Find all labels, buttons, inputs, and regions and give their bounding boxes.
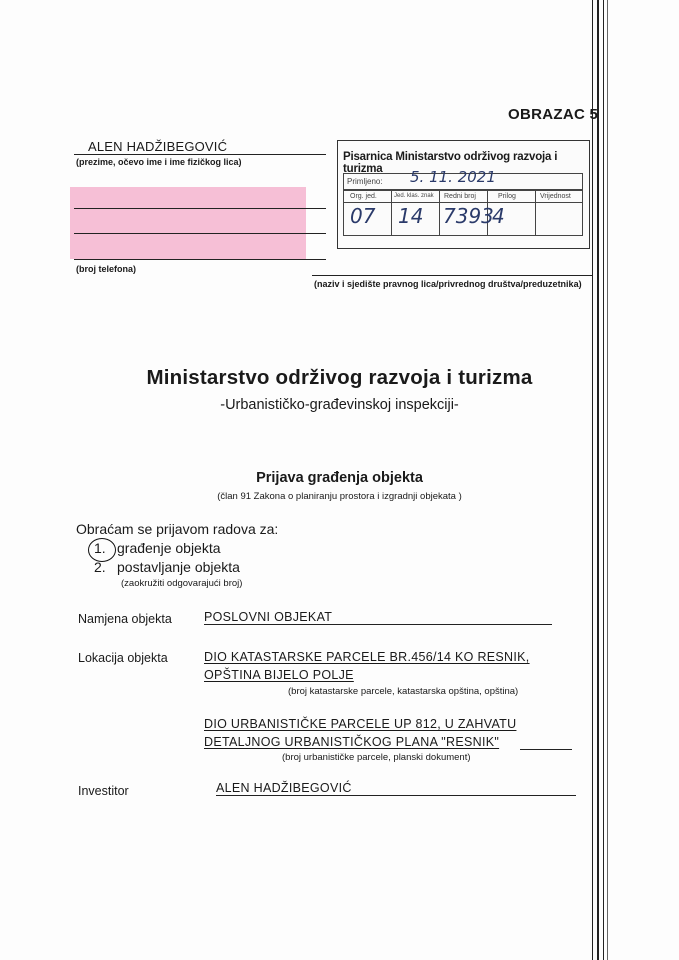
stamp-received-value: 5. 11. 2021 <box>410 168 496 186</box>
registry-stamp <box>337 140 590 249</box>
purpose-value: POSLOVNI OBJEKAT <box>204 610 552 625</box>
option-2-number: 2. <box>94 559 106 575</box>
stamp-class-value: 14 <box>398 204 424 228</box>
location-label: Lokacija objekta <box>78 651 168 665</box>
blank-line <box>74 233 326 234</box>
location-line-2: OPŠTINA BIJELO POLJE <box>204 668 354 682</box>
blank-line <box>74 208 326 209</box>
stamp-title: Pisarnica Ministarstvo održivog razvoja i turizma <box>343 151 558 175</box>
form-code: OBRAZAC 5 <box>508 106 599 123</box>
intro-text: Obraćam se prijavom radova za: <box>76 521 279 537</box>
stamp-number-table <box>343 190 583 236</box>
inspection-subtitle: -Urbanističko-građevinskoj inspekciji- <box>220 397 459 413</box>
blank-line <box>312 275 592 276</box>
location-caption: (broj katastarske parcele, katastarska opština, opština) <box>288 686 519 697</box>
purpose-label: Namjena objekta <box>78 612 172 626</box>
stamp-col-org: Org. jed. <box>350 193 377 200</box>
applicant-name: ALEN HADŽIBEGOVIĆ <box>88 139 228 154</box>
option-1-number: 1. <box>94 540 106 556</box>
stamp-col-value: Vrijednost <box>540 193 571 200</box>
stamp-col-class: Jed. klas. znak <box>394 193 434 199</box>
urban-line-2: DETALJNOG URBANISTIČKOG PLANA "RESNIK" <box>204 735 500 749</box>
option-1-text: građenje objekta <box>117 540 221 556</box>
stamp-col-attach: Prilog <box>498 193 516 200</box>
stamp-number-value: 7393 <box>443 204 494 228</box>
phone-caption: (broj telefona) <box>76 264 136 274</box>
stamp-attach-value: 4 <box>492 204 505 228</box>
stamp-org-value: 07 <box>350 204 376 228</box>
urban-line-1: DIO URBANISTIČKE PARCELE UP 812, U ZAHVATU <box>204 717 517 731</box>
urban-caption: (broj urbanističke parcele, planski dokument) <box>282 752 471 763</box>
legal-entity-caption: (naziv i sjedište pravnog lica/privrednog društva/preduzetnika) <box>314 279 582 289</box>
stamp-col-number: Redni broj <box>444 193 476 200</box>
redacted-block <box>70 187 306 259</box>
stamp-received-row <box>343 168 583 190</box>
option-2-text: postavljanje objekta <box>117 559 240 575</box>
location-line-1: DIO KATASTARSKE PARCELE BR.456/14 KO RESNIK, <box>204 650 530 664</box>
options-note: (zaokružiti odgovarajući broj) <box>121 578 243 589</box>
stamp-received-label: Primljeno: <box>347 177 383 186</box>
ministry-title: Ministarstvo održivog razvoja i turizma <box>146 366 533 389</box>
blank-line <box>520 749 572 750</box>
investor-label: Investitor <box>78 784 129 798</box>
legal-reference: (član 91 Zakona o planiranju prostora i izgradnji objekata ) <box>217 491 462 502</box>
investor-value: ALEN HADŽIBEGOVIĆ <box>216 781 576 796</box>
applicant-caption: (prezime, očevo ime i ime fizičkog lica) <box>76 157 242 167</box>
document-title: Prijava građenja objekta <box>256 470 423 486</box>
blank-line <box>74 259 326 260</box>
applicant-underline <box>74 154 326 155</box>
